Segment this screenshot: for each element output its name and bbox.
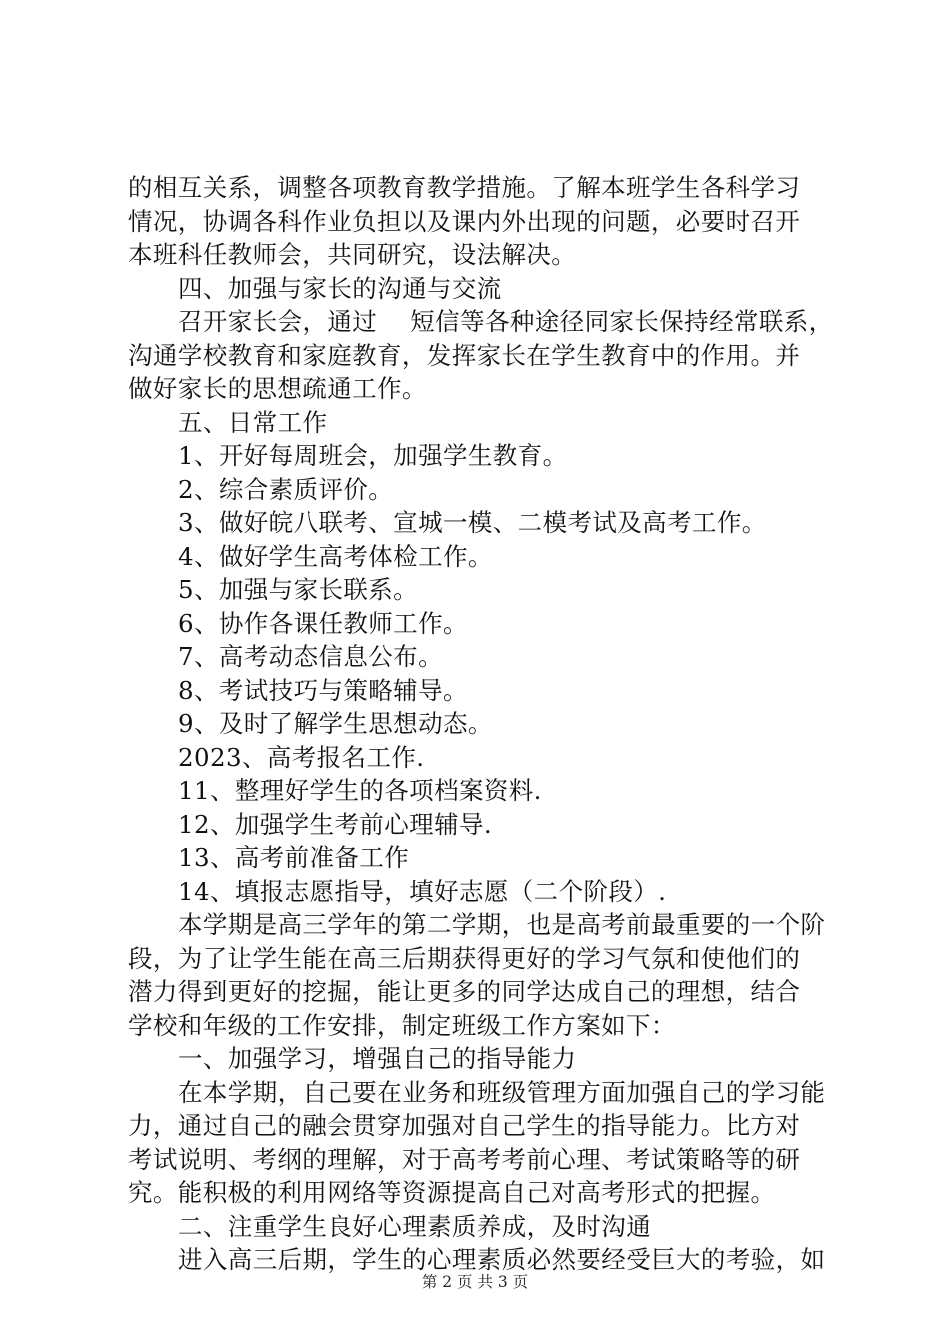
- document-body: [128, 171, 840, 1277]
- text-line: 2023、高考报名工作.: [178, 742, 425, 772]
- page-footer: 第 2 页 共 3 页: [421, 1273, 529, 1291]
- text-line: 学校和年级的工作安排，制定班级工作方案如下：: [128, 1010, 676, 1040]
- text-line: 1、开好每周班会，加强学生教育。: [178, 441, 568, 470]
- text-line: 四、加强与家长的沟通与交流: [178, 273, 502, 303]
- text-line: 13、高考前准备工作: [178, 843, 410, 872]
- text-line: 3、做好皖八联考、宣城一模、二模考试及高考工作。: [178, 508, 767, 537]
- text-line: 7、高考动态信息公布。: [178, 642, 443, 671]
- text-line: 11、整理好学生的各项档案资料.: [178, 776, 542, 805]
- text-line: 进入高三后期，学生的心理素质必然要经受巨大的考验，如: [178, 1245, 826, 1274]
- text-line: 考试说明、考纲的理解，对于高考考前心理、考试策略等的研: [128, 1144, 801, 1174]
- text-line: 8、考试技巧与策略辅导。: [178, 675, 468, 705]
- text-line: 情况，协调各科作业负担以及课内外出现的问题，必要时召开: [128, 206, 801, 236]
- text-line: 召开家长会，通过 短信等各种途径同家长保持经常联系，: [178, 307, 834, 336]
- text-line: 4、做好学生高考体检工作。: [178, 541, 493, 571]
- text-line: 9、及时了解学生思想动态。: [178, 709, 493, 738]
- text-line: 本学期是高三学年的第二学期，也是高考前最重要的一个阶: [178, 910, 826, 939]
- text-line: 本班科任教师会，共同研究，设法解决。: [128, 240, 577, 269]
- text-line: 2、综合素质评价。: [178, 474, 394, 504]
- text-line: 5、加强与家长联系。: [178, 575, 419, 604]
- text-line: 做好家长的思想疏通工作。: [128, 374, 427, 403]
- text-line: 五、日常工作: [178, 407, 328, 437]
- text-line: 力，通过自己的融会贯穿加强对自己学生的指导能力。比方对: [128, 1111, 801, 1140]
- text-line: 14、填报志愿指导，填好志愿（二个阶段）.: [178, 876, 667, 906]
- text-line: 沟通学校教育和家庭教育，发挥家长在学生教育中的作用。并: [128, 340, 801, 370]
- text-line: 的相互关系，调整各项教育教学措施。了解本班学生各科学习: [128, 173, 801, 202]
- text-line: 6、协作各课任教师工作。: [178, 608, 468, 638]
- text-line: 在本学期，自己要在业务和班级管理方面加强自己的学习能: [178, 1077, 826, 1107]
- text-line: 12、加强学生考前心理辅导.: [178, 809, 493, 839]
- text-line: 一、加强学习，增强自己的指导能力: [178, 1044, 577, 1073]
- text-line: 潜力得到更好的挖掘，能让更多的同学达成自己的理想，结合: [128, 977, 801, 1006]
- text-line: 究。能积极的利用网络等资源提高自己对高考形式的把握。: [128, 1178, 776, 1207]
- text-line: 段，为了让学生能在高三后期获得更好的学习气氛和使他们的: [128, 943, 801, 973]
- text-line: 二、注重学生良好心理素质养成，及时沟通: [178, 1211, 652, 1241]
